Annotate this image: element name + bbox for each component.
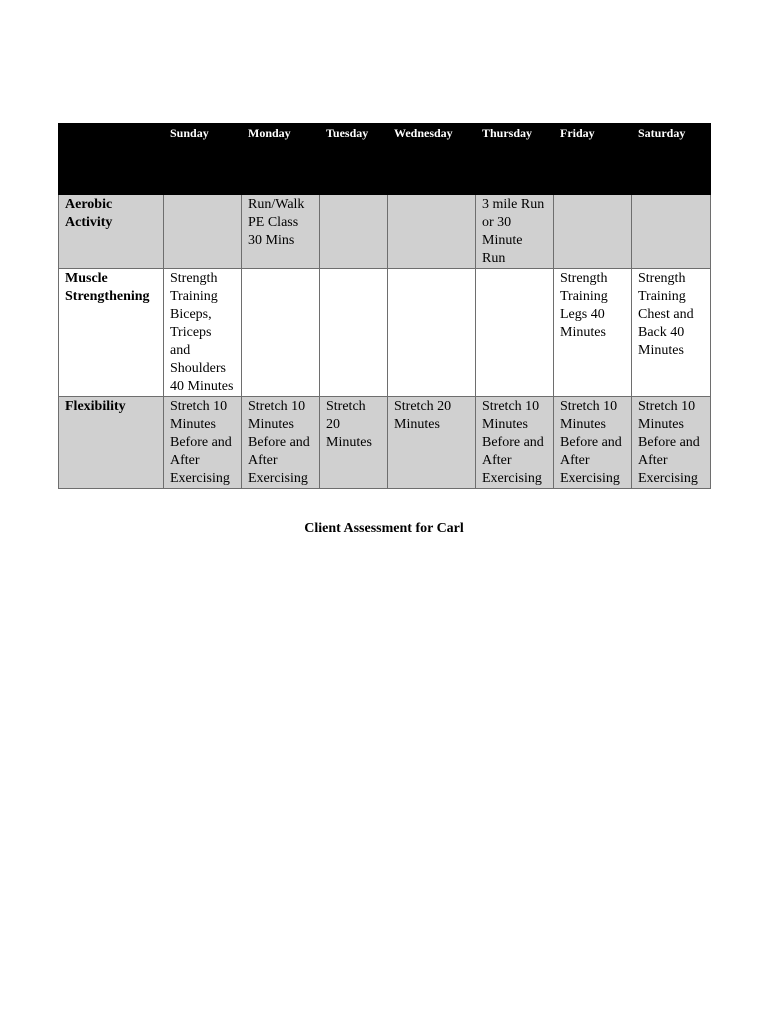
table-cell: Stretch 10 Minutes Before and After Exercising: [632, 397, 711, 489]
table-cell: [388, 269, 476, 397]
header-day-wednesday: Wednesday: [388, 124, 476, 195]
table-cell: Stretch 10 Minutes Before and After Exercising: [554, 397, 632, 489]
table-cell: Stretch 10 Minutes Before and After Exercising: [164, 397, 242, 489]
exercise-schedule-table: [58, 123, 711, 489]
table-cell: [476, 269, 554, 397]
table-cell: Stretch 20 Minutes: [320, 397, 388, 489]
table-cell: Stretch 20 Minutes: [388, 397, 476, 489]
table-cell: Strength Training Chest and Back 40 Minutes: [632, 269, 711, 397]
header-corner-cell: [59, 124, 164, 195]
table-cell: [388, 195, 476, 269]
table-row-muscle-strengthening: [59, 269, 711, 397]
header-day-tuesday: Tuesday: [320, 124, 388, 195]
table-cell: Strength Training Legs 40 Minutes: [554, 269, 632, 397]
row-label: Flexibility: [59, 397, 164, 489]
table-cell: [554, 195, 632, 269]
table-cell: Strength Training Biceps, Triceps and Shoulders 40 Minutes: [164, 269, 242, 397]
table-cell: Run/Walk PE Class 30 Mins: [242, 195, 320, 269]
row-label: Muscle Strengthening: [59, 269, 164, 397]
header-day-sunday: Sunday: [164, 124, 242, 195]
table-header-row: [59, 124, 711, 195]
table-cell: Stretch 10 Minutes Before and After Exercising: [476, 397, 554, 489]
header-day-thursday: Thursday: [476, 124, 554, 195]
header-day-monday: Monday: [242, 124, 320, 195]
table-cell: [320, 269, 388, 397]
row-label: Aerobic Activity: [59, 195, 164, 269]
table-cell: [632, 195, 711, 269]
table-row-flexibility: [59, 397, 711, 489]
table-caption: Client Assessment for Carl: [304, 521, 464, 536]
table-cell: 3 mile Run or 30 Minute Run: [476, 195, 554, 269]
table-cell: [164, 195, 242, 269]
table-row-aerobic-activity: [59, 195, 711, 269]
table-cell: [320, 195, 388, 269]
table-cell: [242, 269, 320, 397]
header-day-friday: Friday: [554, 124, 632, 195]
header-day-saturday: Saturday: [632, 124, 711, 195]
table-cell: Stretch 10 Minutes Before and After Exercising: [242, 397, 320, 489]
